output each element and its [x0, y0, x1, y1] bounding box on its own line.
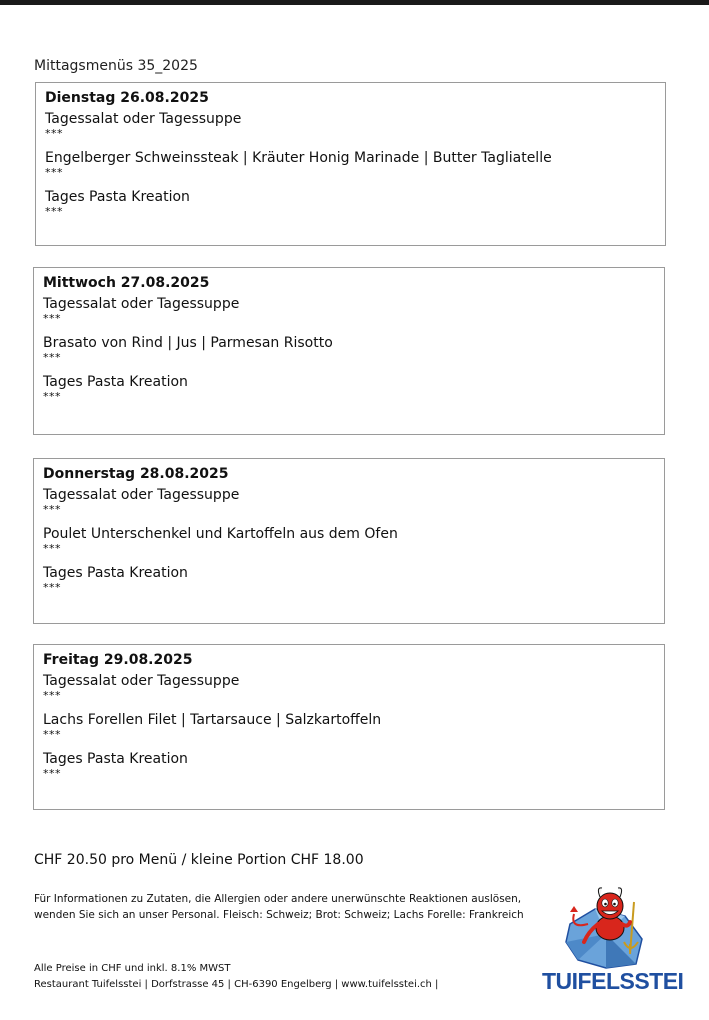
brand-logo-text: TUIFELSSTEI — [542, 968, 684, 994]
allergen-info-line: Für Informationen zu Zutaten, die Allergien oder andere unerwünschte Reaktionen auslösen, — [34, 893, 522, 905]
day-menu-thursday — [33, 458, 665, 624]
menu-line-starter: Tagessalat oder Tagessuppe — [45, 111, 242, 127]
menu-line-main: Poulet Unterschenkel und Kartoffeln aus dem Ofen — [43, 526, 398, 542]
day-menu-wednesday — [33, 267, 665, 435]
menu-line-main: Engelberger Schweinssteak | Kräuter Honig Marinade | Butter Tagliatelle — [45, 150, 552, 166]
separator-stars: *** — [43, 728, 61, 741]
separator-stars: *** — [43, 689, 61, 702]
separator-stars: *** — [43, 542, 61, 555]
menu-line-pasta: Tages Pasta Kreation — [45, 189, 190, 205]
menu-line-starter: Tagessalat oder Tagessuppe — [43, 296, 240, 312]
menu-line-pasta: Tages Pasta Kreation — [43, 751, 188, 767]
separator-stars: *** — [43, 312, 61, 325]
menu-line-pasta: Tages Pasta Kreation — [43, 565, 188, 581]
menu-line-starter: Tagessalat oder Tagessuppe — [43, 673, 240, 689]
menu-line-main: Brasato von Rind | Jus | Parmesan Risotto — [43, 335, 333, 351]
day-title: Donnerstag 28.08.2025 — [43, 466, 229, 482]
separator-stars: *** — [45, 127, 63, 140]
separator-stars: *** — [43, 581, 61, 594]
allergen-info — [34, 892, 554, 923]
day-title: Dienstag 26.08.2025 — [45, 90, 209, 106]
separator-stars: *** — [43, 767, 61, 780]
page-title: Mittagsmenüs 35_2025 — [34, 58, 198, 74]
allergen-info-line: wenden Sie sich an unser Personal. Fleisch: Schweiz; Brot: Schweiz; Lachs Forelle: Frankreich — [34, 908, 524, 921]
day-title: Freitag 29.08.2025 — [43, 652, 193, 668]
footer — [34, 961, 438, 992]
day-menu-friday — [33, 644, 665, 810]
footer-vat-line: Alle Preise in CHF und inkl. 8.1% MWST — [34, 963, 231, 974]
day-menu-tuesday — [35, 82, 666, 246]
price-info: CHF 20.50 pro Menü / kleine Portion CHF 18.00 — [34, 852, 364, 868]
separator-stars: *** — [43, 503, 61, 516]
menu-line-pasta: Tages Pasta Kreation — [43, 374, 188, 390]
top-border-bar — [0, 0, 709, 5]
menu-line-main: Lachs Forellen Filet | Tartarsauce | Salzkartoffeln — [43, 712, 382, 728]
day-title: Mittwoch 27.08.2025 — [43, 275, 210, 291]
separator-stars: *** — [45, 166, 63, 179]
footer-address-line: Restaurant Tuifelsstei | Dorfstrasse 45 | CH-6390 Engelberg | www.tuifelsstei.ch | — [34, 978, 439, 990]
menu-line-starter: Tagessalat oder Tagessuppe — [43, 487, 240, 503]
separator-stars: *** — [45, 205, 63, 218]
separator-stars: *** — [43, 390, 61, 403]
separator-stars: *** — [43, 351, 61, 364]
